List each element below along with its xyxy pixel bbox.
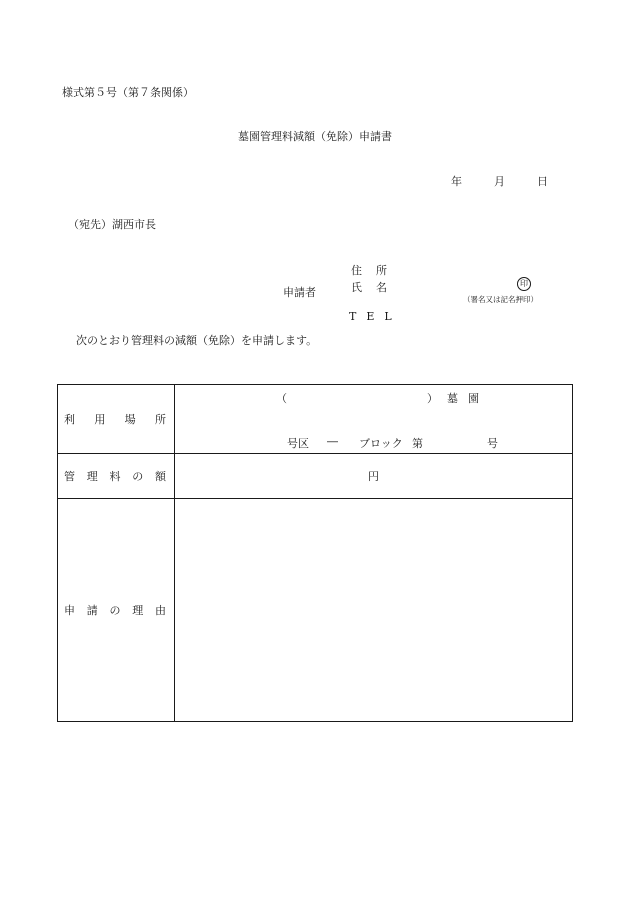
label-char: 場 [124,413,136,426]
label-char: の [132,470,144,483]
applicant-label: 申請者 [283,286,316,299]
yen-unit: 円 [368,470,379,483]
cemetery-paren-close: ） [427,392,438,405]
application-statement: 次のとおり管理料の減額（免除）を申請します。 [76,334,318,347]
section-label: 号区 [287,437,309,450]
label-char: 料 [109,470,121,483]
label-char: 理 [86,470,98,483]
tel-label: TEL [349,310,402,323]
reason-label [58,602,174,618]
name-label: 氏名 [351,281,401,294]
block-label: ブロック [359,437,403,450]
addressee: （宛先）湖西市長 [68,218,156,231]
reason-field[interactable] [175,499,573,722]
use-location-label [58,411,174,427]
label-char: 管 [64,470,75,483]
cemetery-paren-open: （ [276,392,287,405]
reason-row [58,499,573,722]
date-month-label: 月 [494,175,505,188]
use-location-field[interactable] [175,385,573,454]
fee-amount-field[interactable] [175,454,573,499]
number-suffix-label: 号 [487,437,498,450]
application-table [57,384,573,722]
seal-note: （署名又は記名押印） [463,295,538,304]
fee-label [58,468,174,484]
dash-mark: ― [327,435,338,448]
date-day-label: 日 [537,175,548,188]
fee-row [58,454,573,499]
label-char: 所 [154,413,166,426]
date-year-label: 年 [451,175,462,188]
number-prefix-label: 第 [412,437,423,450]
reason-label-cell [58,499,175,722]
label-char: 利 [64,413,75,426]
cemetery-label: 墓園 [447,392,489,405]
address-label: 住所 [351,264,401,277]
label-char: 理 [132,604,144,617]
fee-label-cell [58,454,175,499]
use-location-label-cell [58,385,175,454]
label-char: 申 [64,604,75,617]
label-char: の [109,604,121,617]
label-char: 額 [155,470,166,483]
form-number: 様式第５号（第７条関係） [62,86,194,99]
seal-mark: 印 [517,277,531,291]
document-title: 墓園管理料減額（免除）申請書 [238,130,392,143]
use-location-row [58,385,573,454]
label-char: 請 [86,604,98,617]
label-char: 由 [155,604,166,617]
label-char: 用 [94,413,106,426]
